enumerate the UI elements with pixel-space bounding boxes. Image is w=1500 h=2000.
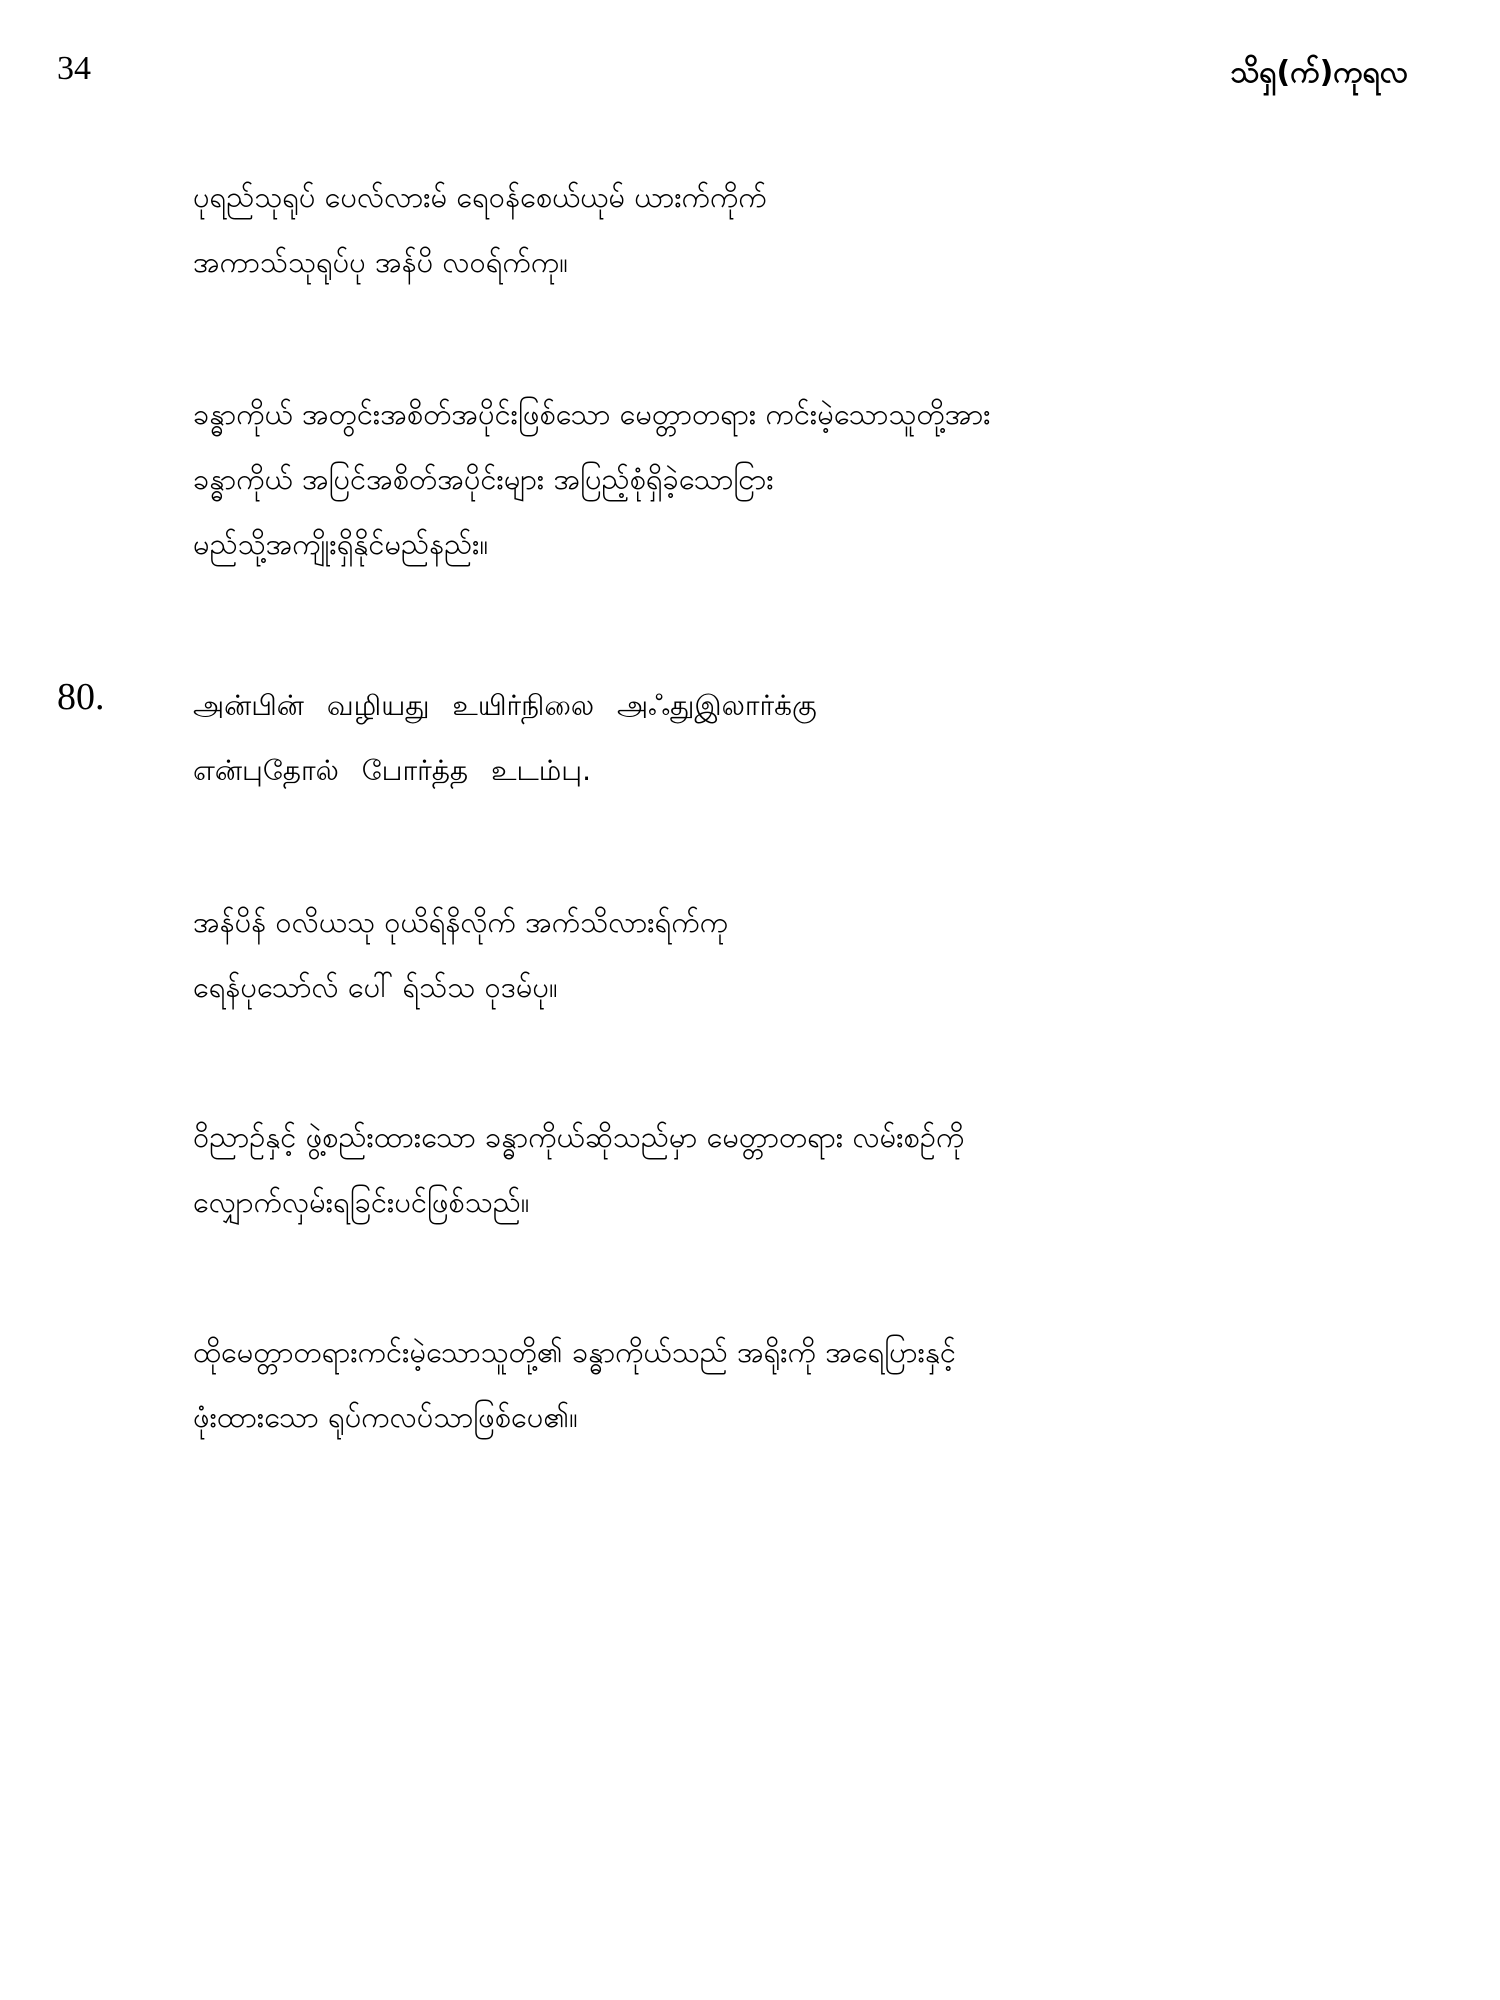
text-line: ပုရည်သုရုပ် ပေလ်လားမ် ရေဝန်စေယ်ယုမ် ယားက်ကိုက် (193, 180, 767, 214)
text-line: အကာသ်သုရုပ်ပု အန်ပိ လဝရ်က်ကု။ (193, 245, 568, 279)
transliteration-block-1 (193, 165, 1423, 295)
text-line: ခန္ဓာကိုယ် အပြင်အစိတ်အပိုင်းများ အပြည့်စုံရှိခဲ့သောငြား (193, 462, 774, 496)
text-line: မည်သို့အကျိုးရှိနိုင်မည်နည်း။ (193, 527, 489, 561)
running-head: သိရှ(က်)ကုရလ (1230, 55, 1408, 90)
translation-block-3 (193, 1320, 1423, 1450)
verse-number: 80. (57, 676, 105, 718)
text-line: அன்பின் வழியது உயிர்நிலை அஃதுஇலார்க்கு (193, 689, 817, 722)
text-line: ဖုံးထားသော ရုပ်ကလပ်သာဖြစ်ပေ၏။ (193, 1400, 578, 1434)
text-line: ရေန်ပုသော်လ် ပေါ် ရ်သ်သ ဝုဒမ်ပု။ (193, 970, 558, 1004)
translation-block-1 (193, 382, 1423, 577)
text-line: အန်ပိန် ဝလိယသု ဝုယိရ်နိလိုက် အက်သိလားရ်က်ကု (193, 905, 729, 939)
tamil-verse-block (193, 673, 1423, 803)
page-number: 34 (57, 50, 91, 87)
text-line: ဝိညာဉ်နှင့် ဖွဲ့စည်းထားသော ခန္ဓာကိုယ်ဆိုသည်မှာ မေတ္တာတရား လမ်းစဉ်ကို (193, 1120, 965, 1154)
text-line: ထိုမေတ္တာတရားကင်းမဲ့သောသူတို့၏ ခန္ဓာကိုယ်သည် အရိုးကို အရေပြားနှင့် (193, 1335, 957, 1369)
text-line: လျှောက်လှမ်းရခြင်းပင်ဖြစ်သည်။ (193, 1185, 530, 1219)
transliteration-block-2 (193, 890, 1423, 1020)
text-line: ခန္ဓာကိုယ် အတွင်းအစိတ်အပိုင်းဖြစ်သော မေတ္တာတရား ကင်းမဲ့သောသူတို့အား (193, 397, 991, 431)
text-line: என்புதோல் போர்த்த உடம்பு. (193, 754, 592, 787)
translation-block-2 (193, 1105, 1423, 1235)
